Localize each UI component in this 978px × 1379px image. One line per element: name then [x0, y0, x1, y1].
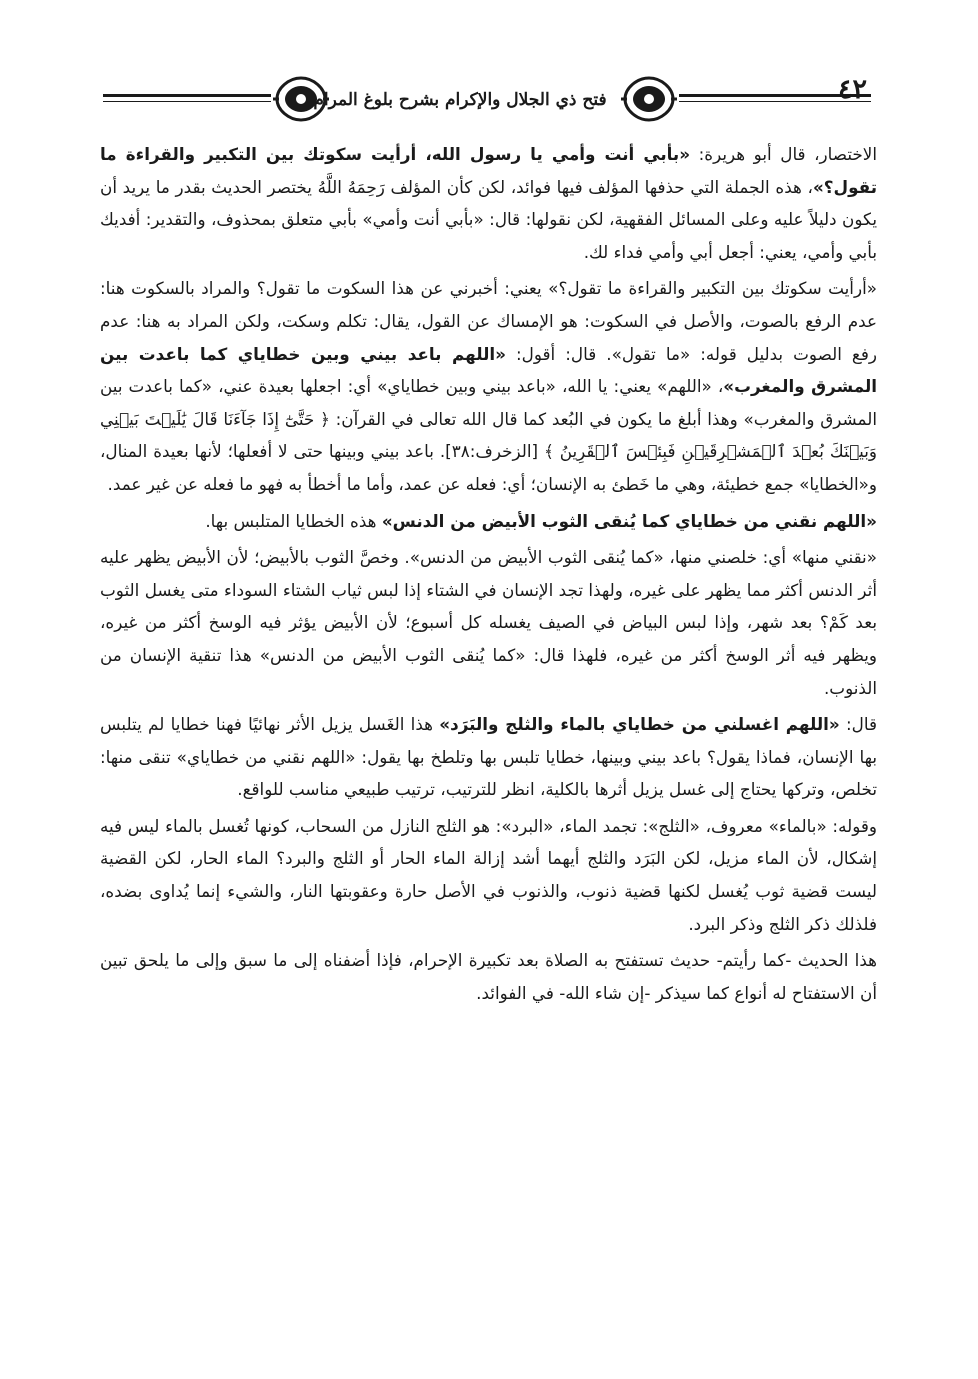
- paragraph-6: [100, 810, 877, 940]
- header-rule-left: [103, 94, 271, 97]
- paragraph-1: [100, 138, 877, 268]
- page-body: [100, 138, 877, 1011]
- page-number: ٤٢: [837, 74, 867, 105]
- ornament-right-icon: [621, 74, 677, 124]
- text-run: «أرأيت سكوتك بين التكبير والقراءة ما تقول؟» يعني: أخبرني عن هذا السكوت ما تقول؟ والمراد بالسكوت هنا: عدم الرفع بالصوت، والأصل في السكوت: هو الإمساك عن القول، يقال: تكلم وسكت، ولكن المراد به هنا: عدم رفع الصوت بدليل قوله: «ما تقول». قال: أقول:: [100, 278, 877, 364]
- text-run: الاختصار، قال أبو هريرة:: [690, 144, 877, 164]
- header-rule-left-thin: [103, 101, 271, 102]
- hadith-quote: «اللهم باعد بيني وبين خطاياي كما باعدت بين المشرق والمغرب»: [100, 343, 877, 397]
- text-run: ، «اللهم» يعني: يا الله، «باعد بيني وبين خطاياي» أي: اجعلها بعيدة عني، «كما باعدت بين المشرق والمغرب» وهذا أبلغ ما يكون في البُعد كما قال الله تعالى في القرآن: ﴿ حَتَّىٰٓ إِذَا جَآءَنَا قَالَ يَٰلَيۡتَ بَيۡنِي وَبَيۡنَكَ بُعۡدَ ٱلۡمَشۡرِقَيۡنِ فَبِئۡسَ ٱلۡقَرِينُ ﴾ [الزخرف:٣٨]. باعد بيني وبينها حتى لا أفعلها؛ لأنها بعيدة المنال، و«الخطايا» جمع خطيئة، وهي ما خَطئ به الإنسان؛ أي: فعله عن عمد، وأما ما أخطأ به فهو ما فعله عن غير عمد.: [100, 376, 878, 494]
- text-run: هذا الغَسل يزيل الأثر نهائيًا فهنا خطايا لم يتلبس بها الإنسان، فماذا يقول؟ باعد بيني وبينها، خطايا تلبس بها وتلطخ بها يقول: «اللهم نقني من خطاياي» تنقى منها: تخلص، وتركها يحتاج إلى غسل يزيل أثرها بالكلية، انظر للترتيب، ترتيب طبيعي مناسب للواقع.: [100, 714, 877, 800]
- text-run: قال:: [839, 714, 877, 735]
- text-run: هذا الحديث -كما رأيتم- حديث تستفتح به الصلاة بعد تكبيرة الإحرام، فإذا أضفناه إلى ما سبق وإلى ما يلحق تبين أن الاستفتاح له أنواع كما سيذكر -إن شاء الله- في الفوائد.: [100, 950, 877, 1003]
- paragraph-5: [100, 708, 877, 806]
- page-header: [95, 68, 875, 130]
- hadith-quote: «اللهم نقني من خطاياي كما يُنقى الثوب الأبيض من الدنس»: [381, 510, 877, 531]
- paragraph-3: [100, 505, 877, 538]
- text-run: وقوله: «بالماء» معروف، «الثلج»: تجمد الماء، «البرد»: هو الثلج النازل من السحاب، كونها تُغسل بالماء ليس فيه إشكال، لأن الماء مزيل، لكن البَرَد والثلج أيهما أشد إزالة الماء الحار أو الثلج والبرد؟ الماء الحار، لكن القضية ليست قضية ثوب يُغسل لكنها قضية ذنوب، والذنوب في الأصل حارة وعقوبتها النار، والشيء إنما يُداوى بضده، فلذلك ذكر الثلج وذكر البرد.: [100, 815, 877, 934]
- hadith-quote: «بأبي أنت وأمي يا رسول الله، أرأيت سكوتك بين التكبير والقراءة ما تقول؟»: [100, 144, 877, 197]
- book-title: فتح ذي الجلال والإكرام بشرح بلوغ المرام: [313, 90, 607, 110]
- text-run: ، هذه الجملة التي حذفها المؤلف فيها فوائد، لكن كأن المؤلف رَحِمَهُ اللَّهُ يختصر الحديث بقدر ما يريد أن يكون دليلاً عليه وعلى المسائل الفقهية، لكن نقولها: قال: «بأبي أنت وأمي» بأبي متعلق بمحذوف، والتقدير: أفديك بأبي وأمي، يعني: أجعل أبي وأمي فداء لك.: [100, 176, 877, 262]
- paragraph-7: [100, 944, 877, 1009]
- text-run: هذه الخطايا المتلبس بها.: [205, 510, 382, 531]
- hadith-quote: «اللهم اغسلني من خطاياي بالماء والثلج والبَرَد»: [439, 714, 840, 735]
- paragraph-4: [100, 541, 877, 704]
- paragraph-2: [100, 272, 877, 500]
- text-run: «نقني منها» أي: خلصني منها، «كما يُنقى الثوب الأبيض من الدنس». وخصَّ الثوب بالأبيض؛ لأن الأبيض يظهر عليه أثر الدنس أكثر مما يظهر على غيره، ولهذا تجد الإنسان في الشتاء إذا لبس ثياب الشتاء السوداء متى يغسل الثوب بعد كَمْ؟ بعد شهر، وإذا لبس البياض في الصيف يغسله كل أسبوع؛ لأن الأبيض يؤثر فيه الوسخ أكثر من غيره، ويظهر فيه أثر الوسخ أكثر من غيره، فلهذا قال: «كما يُنقى الثوب الأبيض من الدنس» هذا تنقية الإنسان من الذنوب.: [100, 547, 877, 698]
